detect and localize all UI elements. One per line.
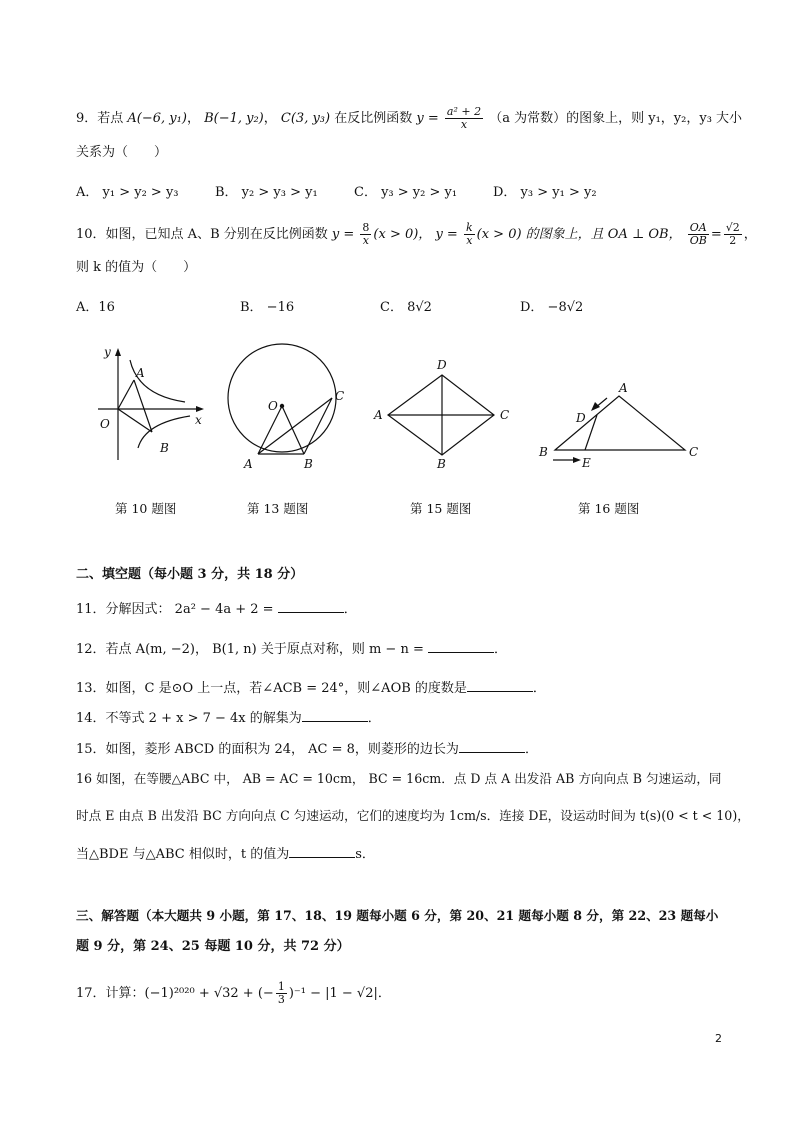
fig10-label-b: B bbox=[160, 441, 169, 455]
question-15: 15．如图，菱形 ABCD 的面积为 24， AC = 8，则菱形的边长为 ． bbox=[76, 738, 538, 760]
fig15-label-c: C bbox=[500, 408, 510, 422]
q9-option-d: D． y₃ > y₁ > y₂ bbox=[493, 185, 597, 200]
fig15-label-d: D bbox=[437, 358, 447, 372]
fig10-label-x: x bbox=[195, 413, 202, 427]
figure-13 bbox=[222, 338, 352, 473]
q9-option-c: C． y₃ > y₂ > y₁ bbox=[354, 185, 458, 200]
question-12: 12．若点 A(m, −2)， B(1, n) 关于原点对称，则 m − n = ． bbox=[76, 638, 507, 660]
q10-fraction-2: $\frac{k}{x}$ bbox=[465, 221, 473, 247]
fig13-caption: 第 13 题图 bbox=[247, 501, 309, 516]
question-16-line-2: 时点 E 由点 B 出发沿 BC 方向向点 C 匀速运动，它们的速度均为 1cm/s．连接 DE，设运动时间为 t(s)(0 < t < 10)， bbox=[76, 808, 750, 823]
q10-option-d: D． −8√2 bbox=[520, 300, 584, 315]
q13-answer-blank[interactable] bbox=[467, 677, 533, 692]
fig13-label-b: B bbox=[304, 457, 313, 471]
fig15-label-a: A bbox=[374, 408, 383, 422]
question-10-line-2: 则 k 的值为（ ） bbox=[76, 260, 197, 275]
question-9-line-2: 关系为（ ） bbox=[76, 145, 168, 160]
section-3-heading-line-1: 三、解答题（本大题共 9 小题，第 17、18、19 题每小题 6 分，第 20、21 题每小题 8 分，第 22、23 题每小 bbox=[76, 908, 719, 923]
q10-option-a: A．16 bbox=[76, 300, 115, 315]
fig13-label-a: A bbox=[244, 457, 253, 471]
fig16-caption: 第 16 题图 bbox=[578, 501, 640, 516]
fig16-label-b: B bbox=[539, 445, 548, 459]
q10-option-b: B． −16 bbox=[240, 300, 295, 315]
question-13: 13．如图，C 是⊙O 上一点，若∠ACB = 24°，则∠AOB 的度数是 ． bbox=[76, 677, 546, 699]
q10-fraction-1: $\frac{8}{x}$ bbox=[362, 221, 370, 247]
question-11: 11．分解因式： 2a² − 4a + 2 = ． bbox=[76, 598, 357, 620]
q12-answer-blank[interactable] bbox=[428, 638, 494, 653]
question-16-line-3: 当△BDE 与△ABC 相似时，t 的值为 s． bbox=[76, 843, 375, 865]
q10-ratio-value: $\frac{√2}{2}$ bbox=[725, 221, 740, 247]
fig16-label-d: D bbox=[576, 411, 586, 425]
q14-answer-blank[interactable] bbox=[302, 707, 368, 722]
fig10-label-a: A bbox=[136, 366, 145, 380]
fig15-label-b: B bbox=[437, 457, 446, 471]
fig10-label-y: y bbox=[104, 345, 111, 359]
question-10-line-1: 10．如图，已知点 A、B 分别在反比例函数 y = $\frac{8}{x}$ (x > 0)， y = $\frac{k}{x}$ (x > 0) 的图象上，且 OA ⊥ OB， $\frac{OA}{OB}$ = $\frac{√2}{2}$ ， bbox=[76, 221, 757, 247]
q10-ratio: $\frac{OA}{OB}$ bbox=[689, 221, 707, 247]
q17-fraction: $\frac{1}{3}$ bbox=[277, 980, 285, 1006]
fig16-label-e: E bbox=[582, 456, 591, 468]
fig15-caption: 第 15 题图 bbox=[410, 501, 472, 516]
question-16-line-1: 16 如图，在等腰△ABC 中， AB = AC = 10cm， BC = 16cm．点 D 点 A 出发沿 AB 方向向点 B 匀速运动，同 bbox=[76, 771, 722, 786]
fig16-label-a: A bbox=[619, 381, 628, 395]
q15-answer-blank[interactable] bbox=[459, 738, 525, 753]
question-14: 14．不等式 2 + x > 7 − 4x 的解集为 ． bbox=[76, 707, 381, 729]
figure-10 bbox=[90, 340, 215, 470]
page-number: 2 bbox=[715, 1032, 722, 1045]
q9-option-b: B． y₂ > y₃ > y₁ bbox=[215, 185, 318, 200]
section-2-heading: 二、填空题（每小题 3 分，共 18 分） bbox=[76, 567, 304, 582]
q10-option-c: C． 8√2 bbox=[380, 300, 432, 315]
fig13-label-o: O bbox=[268, 399, 278, 413]
q9-function-fraction: $\frac{\text{a² + 2}}{x}$ bbox=[446, 105, 482, 131]
q11-answer-blank[interactable] bbox=[278, 598, 344, 613]
q16-answer-blank[interactable] bbox=[289, 843, 355, 858]
question-17: 17．计算：(−1)²⁰²⁰ + √32 + (− $\frac{1}{3}$ )⁻¹ − |1 − √2|． bbox=[76, 980, 391, 1006]
fig10-caption: 第 10 题图 bbox=[115, 501, 177, 516]
section-3-heading-line-2: 题 9 分，第 24、25 每题 10 分，共 72 分） bbox=[76, 939, 350, 954]
figure-15 bbox=[370, 353, 520, 473]
figure-16 bbox=[535, 378, 710, 468]
question-9-line-1: 9．若点 A(−6, y₁)， B(−1, y₂)， C(3, y₃) 在反比例函数 y = $\frac{\text{a² + 2}}{x}$ （a 为常数）的图象上，则 y₁，y₂，y₃ 大小 bbox=[76, 105, 743, 131]
fig16-label-c: C bbox=[689, 445, 699, 459]
fig10-label-o: O bbox=[100, 417, 110, 431]
q9-option-a: A． y₁ > y₂ > y₃ bbox=[76, 185, 179, 200]
fig13-label-c: C bbox=[335, 389, 345, 403]
